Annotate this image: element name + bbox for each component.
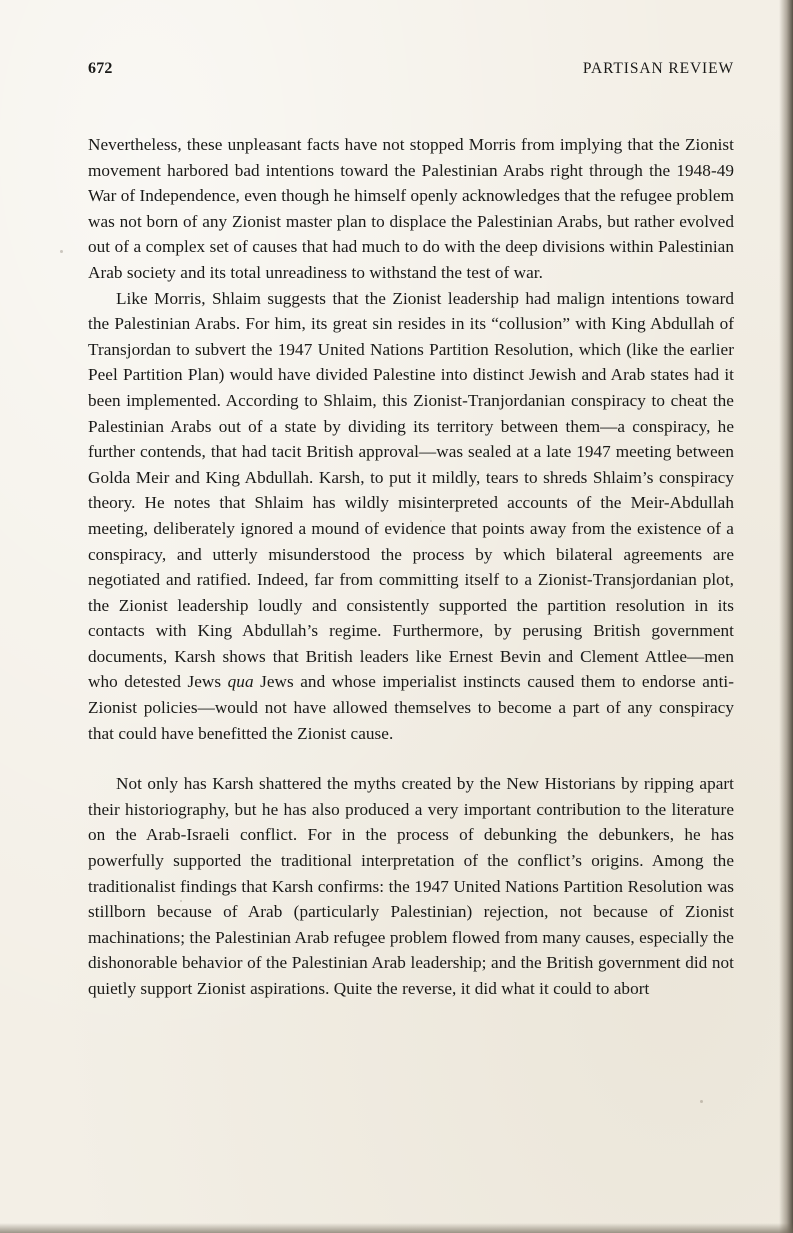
running-head — [88, 60, 734, 78]
italic-term: qua — [227, 672, 254, 692]
page-content — [88, 60, 734, 1002]
publication-title: PARTISAN REVIEW — [582, 60, 734, 77]
scan-speckle — [60, 250, 63, 253]
paragraph-2: Like Morris, Shlaim suggests that the Zionist leadership had malign intentions toward the Palestinian Arabs. For him, its great sin resides in its “collusion” with King Abdullah of Transjordan to subvert the 1947 United Nations Partition Resolution, which (like the earlier Peel Partition Plan) would have divided Palestine into distinct Jewish and Arab states had it been implemented. According to Shlaim, this Zionist-Tranjordanian conspiracy to cheat the Palestinian Arabs out of a state by dividing its territory between them—a conspiracy, he further contends, that had tacit British approval—was sealed at a late 1947 meeting between Golda Meir and King Abdullah. Karsh, to put it mildly, tears to shreds Shlaim’s conspiracy theory. He notes that Shlaim has wildly misinterpreted accounts of the Meir-Abdullah meeting, deliberately ignored a mound of evidence that points away from the existence of a conspiracy, and utterly misunderstood the process by which bilateral agreements are negotiated and ratified. Indeed, far from committing itself to a Zionist-Transjordanian plot, the Zionist leadership loudly and consistently supported the partition resolution in its contacts with King Abdullah’s regime. Furthermore, by perusing British government documents, Karsh shows that British leaders like Ernest Bevin and Clement Attlee—men who detested Jews qua Jews and whose imperialist instincts caused them to endorse anti-Zionist policies—would not have allowed themselves to become a part of any conspiracy that could have benefitted the Zionist cause. — [88, 288, 735, 743]
body-text — [88, 132, 734, 1002]
paragraph-3: Not only has Karsh shattered the myths created by the New Historians by ripping apart their historiography, but he has also produced a very important contribution to the literature on the Arab-Israeli conflict. For in the process of debunking the debunkers, he has powerfully supported the traditional interpretation of the conflict’s origins. Among the traditionalist findings that Karsh confirms: the 1947 United Nations Partition Resolution was stillborn because of Arab (particularly Palestinian) rejection, not because of Zionist machinations; the Palestinian Arab refugee problem flowed from many causes, especially the dishonorable behavior of the Palestinian Arab leadership; and the British government did not quietly support Zionist aspirations. Quite the reverse, it did what it could to abort — [88, 774, 734, 998]
paragraph-1: Nevertheless, these unpleasant facts have not stopped Morris from implying that the Zionist movement harbored bad intentions toward the Palestinian Arabs right through the 1948-49 War of Independence, even though he himself openly acknowledges that the refugee problem was not born of any Zionist master plan to displace the Palestinian Arabs, but rather evolved out of a complex set of causes that had much to do with the deep divisions within Palestinian Arab society and its total unreadiness to withstand the test of war. — [88, 135, 734, 282]
scan-speckle — [700, 1100, 703, 1103]
scan-edge-right — [779, 0, 793, 1233]
page-number: 672 — [88, 60, 113, 77]
scan-edge-bottom — [0, 1223, 793, 1233]
